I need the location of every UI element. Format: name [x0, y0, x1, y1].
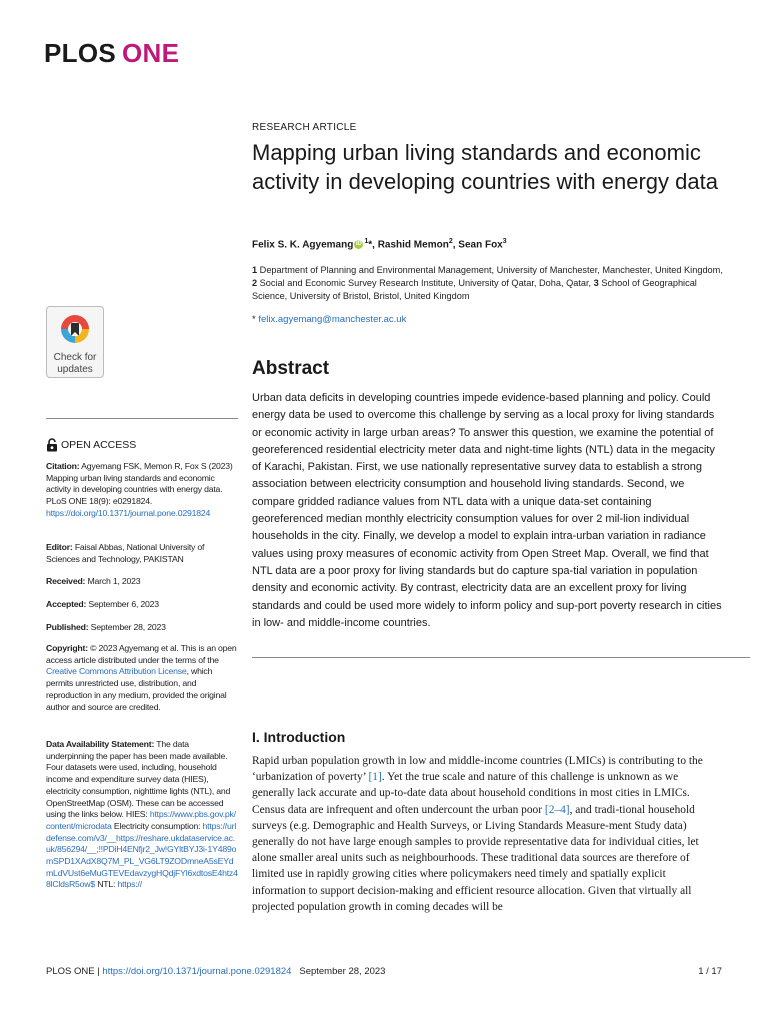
- published-block: [46, 622, 238, 634]
- open-access-label: [46, 438, 136, 452]
- open-lock-icon: [46, 438, 58, 452]
- received-date: March 1, 2023: [87, 576, 141, 586]
- author-1-mark: *,: [368, 239, 378, 251]
- introduction-text: [252, 753, 722, 915]
- das-link-electricity[interactable]: https://urldefense.com/v3/__https://reshare.ukdataservice.ac.uk/856294/__;!!PDiH4ENfjr2_Jw!GYltBYJ3i-1Y489omSPD1XAdX8Q7M_PL_VG6LT9ZODmneA5sEYdmLdVUst6eMuGTEVEdavzygHQdjFYl6xdtosE4htz48lCldsR5ow$: [46, 820, 238, 890]
- citation-block: [46, 461, 238, 520]
- email-link[interactable]: felix.agyemang@manchester.ac.uk: [258, 314, 407, 325]
- intro-text-1: Rapid urban population growth in low and middle-income countries (LMICs) is contributing to the ‘urbanization of poverty’: [252, 755, 703, 784]
- editor-label: Editor:: [46, 542, 73, 552]
- ref-link-1[interactable]: [1]: [368, 771, 382, 784]
- author-2-affil: 2: [448, 238, 453, 245]
- das-text-3: NTL:: [94, 879, 118, 890]
- author-3[interactable]: , Sean Fox: [452, 239, 503, 251]
- footer-doi-link[interactable]: https://doi.org/10.1371/journal.pone.0291824: [102, 966, 292, 977]
- das-text-1: The data underpinning the paper has been made available. Four datasets were used, including, household income and expenditure survey data (HIES), electricity consumption, nighttime lights (NTL), and OpenStreetMap (OSM). These can be accessed using the links below. HIES:: [46, 739, 231, 820]
- author-2[interactable]: Rashid Memon: [377, 239, 449, 251]
- intro-text-2: . Yet the true scale and nature of this challenge is unknown as we generally lack accurate and up-to-date data about household conditions in most cities in LMICs. Census data are infrequent and often undercount the urban poor: [252, 771, 690, 816]
- affil-text-2: Social and Economic Survey Research Institute, University of Qatar, Doha, Qatar,: [257, 278, 594, 288]
- editor-block: [46, 542, 238, 565]
- logo-one: ONE: [122, 38, 180, 68]
- check-updates-line2: updates: [57, 364, 93, 375]
- check-updates-line1: Check for: [53, 352, 97, 363]
- citation-text: Agyemang FSK, Memon R, Fox S (2023) Mapping urban living standards and economic activity in developing countries with energy data. PLoS ONE 18(9): e0291824.: [46, 461, 233, 507]
- open-access-text: OPEN ACCESS: [61, 439, 137, 451]
- sidebar-divider: [46, 418, 238, 419]
- introduction-heading: I. Introduction: [252, 729, 346, 745]
- affil-num-1: 1: [252, 265, 258, 275]
- affiliations: [252, 264, 728, 303]
- intro-text-3: , and tradi-tional household surveys (e.g. Demographic and Health Surveys, or Living Standards Measure-ment Study data) generally do not have large enough samples to provide representative data for individual cities, let alone smaller areal units such as neighbourhoods. These traditional data sources are therefore of limited use in rapidly growing cities where policymakers need timely and spatially explicit information to support decision-making and efficient resource allocation. Given that virtually all projected population growth in coming decades will be: [252, 803, 699, 913]
- copyright-text-1: © 2023 Agyemang et al. This is an open access article distributed under the terms of the: [46, 643, 237, 665]
- received-block: [46, 576, 238, 588]
- logo-plos: PLOS: [44, 38, 116, 68]
- page-number: 1 / 17: [698, 966, 722, 977]
- author-1[interactable]: Felix S. K. Agyemang: [252, 239, 354, 251]
- email-mark: *: [252, 314, 256, 325]
- journal-logo: [44, 38, 179, 69]
- page-footer: [46, 966, 722, 977]
- abstract-heading: Abstract: [252, 358, 330, 379]
- footer-date: September 28, 2023: [299, 966, 386, 977]
- published-label: Published:: [46, 622, 89, 632]
- abstract-divider: [252, 657, 750, 658]
- data-availability-block: [46, 739, 238, 891]
- affil-text-3: School of Geographical Science, University of Bristol, Bristol, United Kingdom: [252, 278, 697, 301]
- received-label: Received:: [46, 576, 86, 586]
- das-link-ntl[interactable]: https://: [117, 879, 142, 890]
- article-title: Mapping urban living standards and economic activity in developing countries with energy data: [252, 140, 718, 194]
- editor-text: Faisal Abbas, National University of Sciences and Technology, PAKISTAN: [46, 542, 205, 564]
- accepted-label: Accepted:: [46, 599, 87, 609]
- das-label: Data Availability Statement:: [46, 739, 155, 749]
- copyright-block: [46, 643, 238, 713]
- citation-label: Citation:: [46, 461, 80, 471]
- orcid-icon[interactable]: iD: [355, 241, 362, 248]
- affil-num-2: 2: [252, 278, 258, 288]
- cc-license-link[interactable]: Creative Commons Attribution License: [46, 666, 187, 677]
- affil-text-1: Department of Planning and Environmental Management, University of Manchester, Manchester, United Kingdom,: [257, 265, 723, 275]
- author-list: [252, 238, 728, 250]
- copyright-text-2: , which permits unrestricted use, distribution, and reproduction in any medium, provided the original author and source are credited.: [46, 666, 227, 712]
- accepted-date: September 6, 2023: [88, 599, 159, 609]
- author-3-affil: 3: [502, 238, 507, 245]
- das-link-hies[interactable]: https://www.pbs.gov.pk/content/microdata: [46, 809, 236, 831]
- author-1-affil: 1: [364, 238, 369, 245]
- accepted-block: [46, 599, 238, 611]
- corresponding-email: [252, 314, 728, 325]
- das-text-2: Electricity consumption:: [111, 820, 203, 831]
- article-type: RESEARCH ARTICLE: [252, 122, 357, 133]
- check-updates-icon: [58, 312, 92, 346]
- footer-journal: PLOS ONE |: [46, 966, 103, 977]
- copyright-label: Copyright:: [46, 643, 88, 653]
- published-date: September 28, 2023: [90, 622, 166, 632]
- citation-doi-link[interactable]: https://doi.org/10.1371/journal.pone.0291824: [46, 507, 211, 518]
- abstract-text: Urban data deficits in developing countries impede evidence-based planning and policy. Could energy data be used to overcome this challenge by serving as a local proxy for living standards or economic activity in large urban areas? To answer this question, we examine the potential of georeferenced residential electricity meter data and night-time lights (NTL) data in the megacity of Karachi, Pakistan. First, we use nationally representative survey data to establish a strong association between electricity consumption and household living standards. Second, we compare gridded radiance values from NTL data with a unique data-set containing georeferenced median monthly electricity consumption values for over 2 mil-lion individual households in the city. Finally, we develop a model to explain intra-urban variation in radiance values using proxy measures of economic activity from Open Street Map. Overall, we find that NTL data are a poor proxy for living standards but do capture spa-tial variation in population density and economic activity. By contrast, electricity data are an excellent proxy for living standards and could be used more widely to inform policy and sup-port poverty research in cities in low- and middle-income countries.: [252, 392, 722, 629]
- check-for-updates-badge[interactable]: [46, 306, 104, 378]
- ref-link-2-4[interactable]: [2–4]: [544, 803, 570, 816]
- affil-num-3: 3: [593, 278, 599, 288]
